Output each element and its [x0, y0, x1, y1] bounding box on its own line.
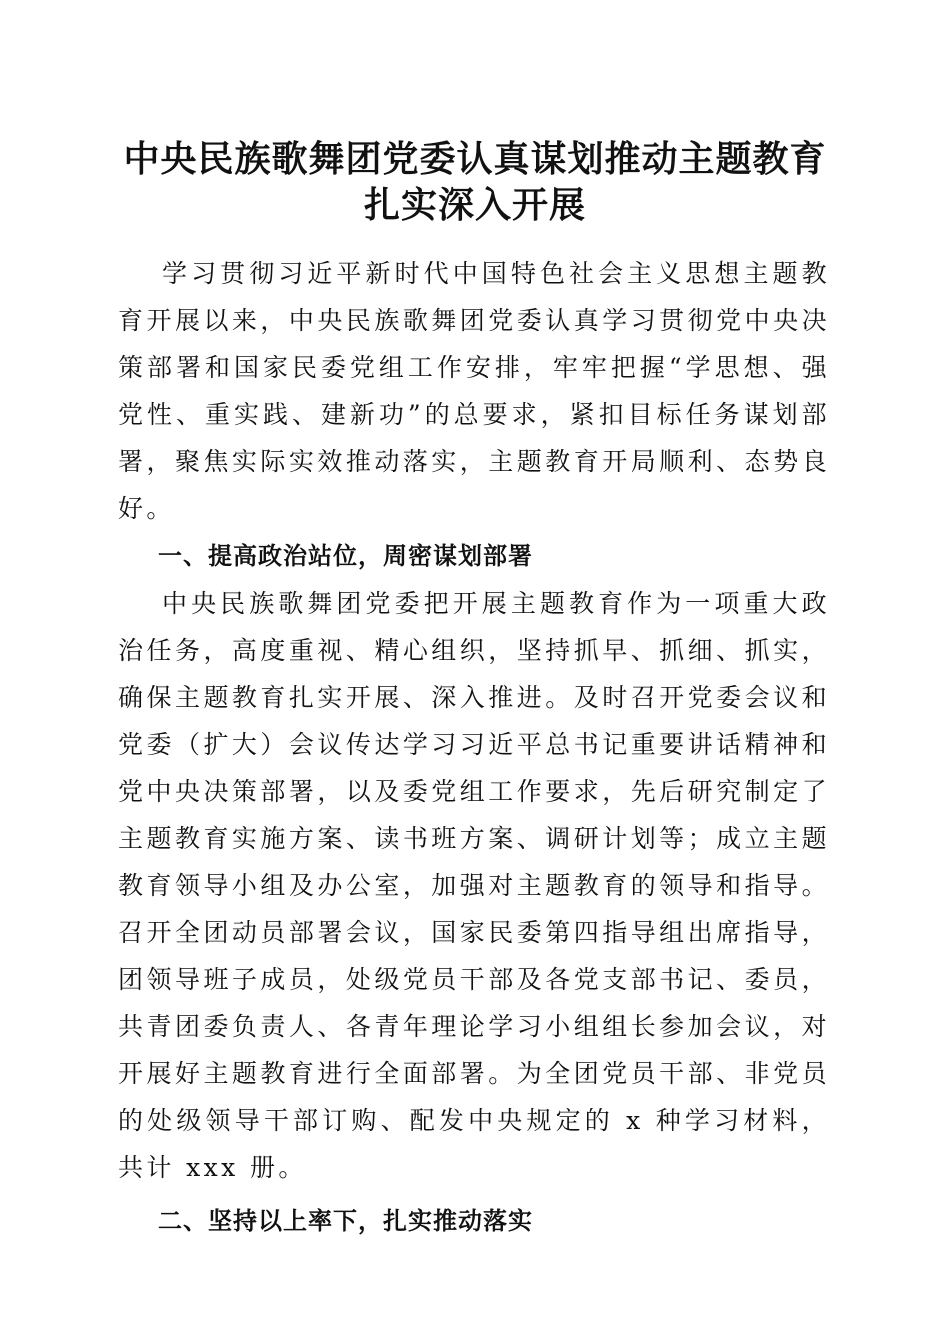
section-1-paragraph: 中央民族歌舞团党委把开展主题教育作为一项重大政治任务，高度重视、精心组织，坚持抓早、抓细、抓实，确保主题教育扎实开展、深入推进。及时召开党委会议和党委（扩大）会议传达学习习近平总书记重要讲话精神和党中央决策部署，以及委党组工作要求，先后研究制定了主题教育实施方案、读书班方案、调研计划等；成立主题教育领导小组及办公室，加强对主题教育的领导和指导。召开全团动员部署会议，国家民委第四指导组出席指导，团领导班子成员，处级党员干部及各党支部书记、委员，共青团委负责人、各青年理论学习小组组长参加会议，对开展好主题教育进行全面部署。为全团党员干部、非党员的处级领导干部订购、配发中央规定的 x 种学习材料，共计 xxx 册。 [118, 589, 830, 1182]
document-title: 中央民族歌舞团党委认真谋划推动主题教育扎实深入开展 [123, 138, 827, 226]
section-2-heading: 二、坚持以上率下，扎实推动落实 [158, 1207, 533, 1235]
intro-paragraph: 学习贯彻习近平新时代中国特色社会主义思想主题教育开展以来，中央民族歌舞团党委认真学习贯彻党中央决策部署和国家民委党组工作安排，牢牢把握“学思想、强党性、重实践、建新功”的总要求，紧扣目标任务谋划部署，聚焦实际实效推动落实，主题教育开局顺利、态势良好。 [118, 259, 830, 523]
document-body [118, 250, 830, 1245]
section-1-heading: 一、提高政治站位，周密谋划部署 [158, 542, 533, 570]
